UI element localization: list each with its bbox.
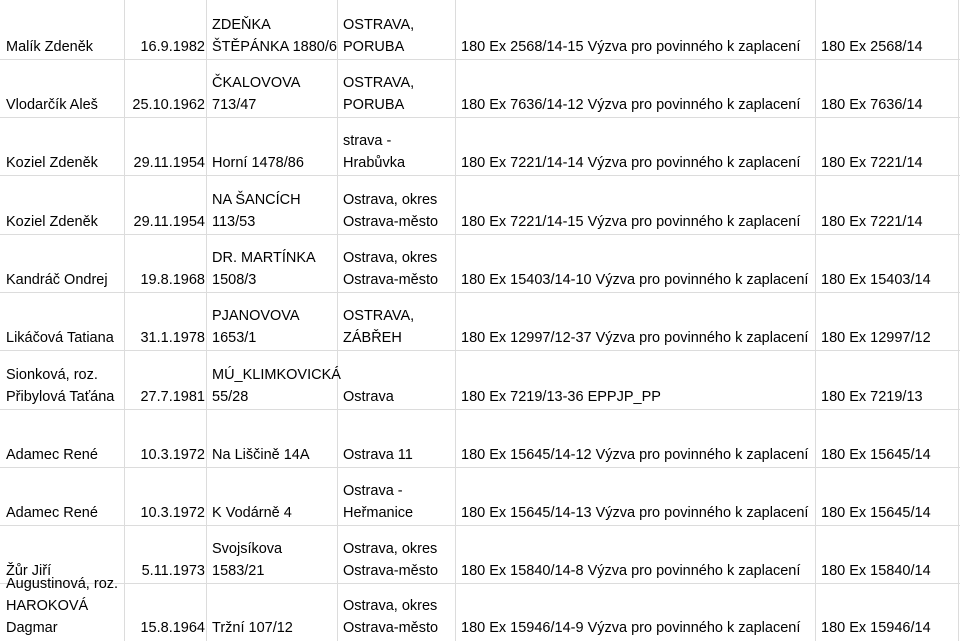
street-cell-line: PJANOVOVA (212, 308, 300, 324)
street-cell-line: ZDEŇKA (212, 17, 271, 33)
street-cell (212, 247, 337, 291)
case-cell: 180 Ex 15840/14-8 Výzva pro povinného k zaplacení (461, 563, 801, 579)
name-cell-line: Koziel Zdeněk (6, 155, 98, 171)
name-cell (6, 152, 124, 174)
name-cell-line: Likáčová Tatiana (6, 330, 114, 346)
name-cell (6, 94, 124, 116)
file-number-cell: 180 Ex 15946/14 (821, 620, 931, 636)
name-cell-line: Dagmar (6, 620, 58, 636)
street-cell-line: 1508/3 (212, 272, 257, 288)
name-cell (6, 502, 124, 524)
street-cell-line: 55/28 (212, 389, 249, 405)
street-cell-line: Tržní 107/12 (212, 620, 293, 636)
street-cell (212, 444, 337, 466)
name-cell (6, 211, 124, 233)
city-cell-line: Ostrava-město (343, 620, 439, 636)
file-number-cell: 180 Ex 15403/14 (821, 272, 931, 288)
city-cell-line: OSTRAVA, (343, 308, 415, 324)
street-cell-line: 113/53 (212, 214, 256, 230)
name-cell (6, 36, 124, 58)
case-cell: 180 Ex 7636/14-12 Výzva pro povinného k zaplacení (461, 97, 801, 113)
city-cell-line: Ostrava-město (343, 214, 439, 230)
street-cell-line: 1583/21 (212, 563, 265, 579)
street-cell-line: ČKALOVOVA (212, 75, 301, 91)
table-row (0, 176, 960, 233)
file-number-cell: 180 Ex 7219/13 (821, 389, 923, 405)
table-row (0, 576, 960, 639)
name-cell-line: Žůr Jiří (6, 563, 52, 579)
table-row (0, 0, 960, 58)
name-cell-line: Kandráč Ondrej (6, 272, 108, 288)
birthdate-cell: 25.10.1962 (132, 97, 205, 113)
name-cell-line: Malík Zdeněk (6, 39, 94, 55)
birthdate-cell: 29.11.1954 (133, 155, 205, 171)
file-number-cell: 180 Ex 7221/14 (821, 155, 923, 171)
name-cell-line: Adamec René (6, 447, 98, 463)
street-cell (212, 305, 337, 349)
street-cell-line: 1653/1 (212, 330, 257, 346)
city-cell-line: ZÁBŘEH (343, 330, 402, 346)
street-cell-line: 713/47 (212, 97, 257, 113)
city-cell-line: OSTRAVA, (343, 75, 415, 91)
name-cell-line: Vlodarčík Aleš (6, 97, 98, 113)
city-cell-line: PORUBA (343, 97, 405, 113)
birthdate-cell: 19.8.1968 (140, 272, 205, 288)
street-cell (212, 189, 337, 233)
birthdate-cell: 16.9.1982 (140, 39, 205, 55)
city-cell (343, 538, 455, 582)
birthdate-cell: 10.3.1972 (140, 447, 205, 463)
name-cell-line: Sionková, roz. (6, 367, 98, 383)
birthdate-cell: 10.3.1972 (140, 505, 205, 521)
city-cell (343, 444, 455, 466)
file-number-cell: 180 Ex 7636/14 (821, 97, 923, 113)
street-cell-line: Svojsíkova (212, 541, 283, 557)
city-cell-line: Ostrava (343, 389, 394, 405)
table-row (0, 468, 960, 524)
name-cell-line: Adamec René (6, 505, 98, 521)
city-cell-line: strava - (343, 133, 392, 149)
file-number-cell: 180 Ex 15840/14 (821, 563, 931, 579)
street-cell-line: K Vodárně 4 (212, 505, 292, 521)
file-number-cell: 180 Ex 2568/14 (821, 39, 923, 55)
city-cell-line: Ostrava, okres (343, 541, 438, 557)
city-cell-line: PORUBA (343, 39, 405, 55)
name-cell (6, 364, 124, 408)
table-row (0, 351, 960, 408)
table-row (0, 118, 960, 174)
street-cell (212, 14, 337, 58)
birthdate-cell: 29.11.1954 (133, 214, 205, 230)
file-number-cell: 180 Ex 12997/12 (821, 330, 931, 346)
name-cell-line: Augustinová, roz. (6, 576, 119, 592)
street-cell (212, 152, 337, 174)
case-cell: 180 Ex 7221/14-14 Výzva pro povinného k zaplacení (461, 155, 801, 171)
name-cell-line: Přibylová Taťána (6, 389, 115, 405)
case-cell: 180 Ex 7219/13-36 EPPJP_PP (461, 389, 661, 405)
table-row (0, 60, 960, 116)
city-cell (343, 480, 455, 524)
table-row (0, 235, 960, 291)
case-cell: 180 Ex 15645/14-12 Výzva pro povinného k zaplacení (461, 447, 809, 463)
city-cell-line: Ostrava, okres (343, 598, 438, 614)
case-cell: 180 Ex 15645/14-13 Výzva pro povinného k zaplacení (461, 505, 809, 521)
file-number-cell: 180 Ex 15645/14 (821, 447, 931, 463)
street-cell-line: MÚ_KLIMKOVICKÁ (212, 367, 341, 383)
city-cell-line: OSTRAVA, (343, 17, 415, 33)
city-cell (343, 305, 455, 349)
street-cell (212, 538, 337, 582)
file-number-cell: 180 Ex 15645/14 (821, 505, 931, 521)
file-number-cell: 180 Ex 7221/14 (821, 214, 923, 230)
birthdate-cell: 27.7.1981 (140, 389, 205, 405)
table-row (0, 526, 960, 582)
street-cell (212, 364, 341, 408)
street-cell-line: Horní 1478/86 (212, 155, 304, 171)
street-cell-line: NA ŠANCÍCH (212, 192, 301, 208)
case-cell: 180 Ex 15946/14-9 Výzva pro povinného k zaplacení (461, 620, 801, 636)
table-row (0, 410, 960, 466)
name-cell-line: HAROKOVÁ (6, 598, 89, 614)
name-cell (6, 269, 124, 291)
case-cell: 180 Ex 12997/12-37 Výzva pro povinného k zaplacení (461, 330, 809, 346)
street-cell (212, 502, 337, 524)
city-cell (343, 595, 455, 639)
city-cell (343, 130, 455, 174)
city-cell (343, 247, 455, 291)
city-cell-line: Ostrava - (343, 483, 403, 499)
name-cell (6, 573, 124, 639)
street-cell (212, 617, 337, 639)
name-cell (6, 444, 124, 466)
city-cell-line: Heřmanice (343, 505, 414, 521)
case-cell: 180 Ex 2568/14-15 Výzva pro povinného k zaplacení (461, 39, 801, 55)
table-row (0, 293, 960, 349)
city-cell (343, 386, 455, 408)
name-cell (6, 327, 124, 349)
birthdate-cell: 5.11.1973 (141, 563, 205, 579)
city-cell (343, 189, 455, 233)
street-cell-line: DR. MARTÍNKA (212, 250, 316, 266)
city-cell (343, 14, 455, 58)
city-cell-line: Ostrava, okres (343, 192, 438, 208)
city-cell (343, 72, 455, 116)
city-cell-line: Hrabůvka (343, 155, 406, 171)
case-cell: 180 Ex 15403/14-10 Výzva pro povinného k zaplacení (461, 272, 809, 288)
street-cell-line: ŠTĚPÁNKA 1880/6 (212, 39, 337, 55)
city-cell-line: Ostrava 11 (343, 447, 413, 463)
name-cell-line: Koziel Zdeněk (6, 214, 98, 230)
case-cell: 180 Ex 7221/14-15 Výzva pro povinného k zaplacení (461, 214, 801, 230)
city-cell-line: Ostrava, okres (343, 250, 438, 266)
street-cell (212, 72, 337, 116)
street-cell-line: Na Liščině 14A (212, 447, 310, 463)
birthdate-cell: 31.1.1978 (140, 330, 205, 346)
birthdate-cell: 15.8.1964 (140, 620, 205, 636)
city-cell-line: Ostrava-město (343, 272, 439, 288)
city-cell-line: Ostrava-město (343, 563, 439, 579)
